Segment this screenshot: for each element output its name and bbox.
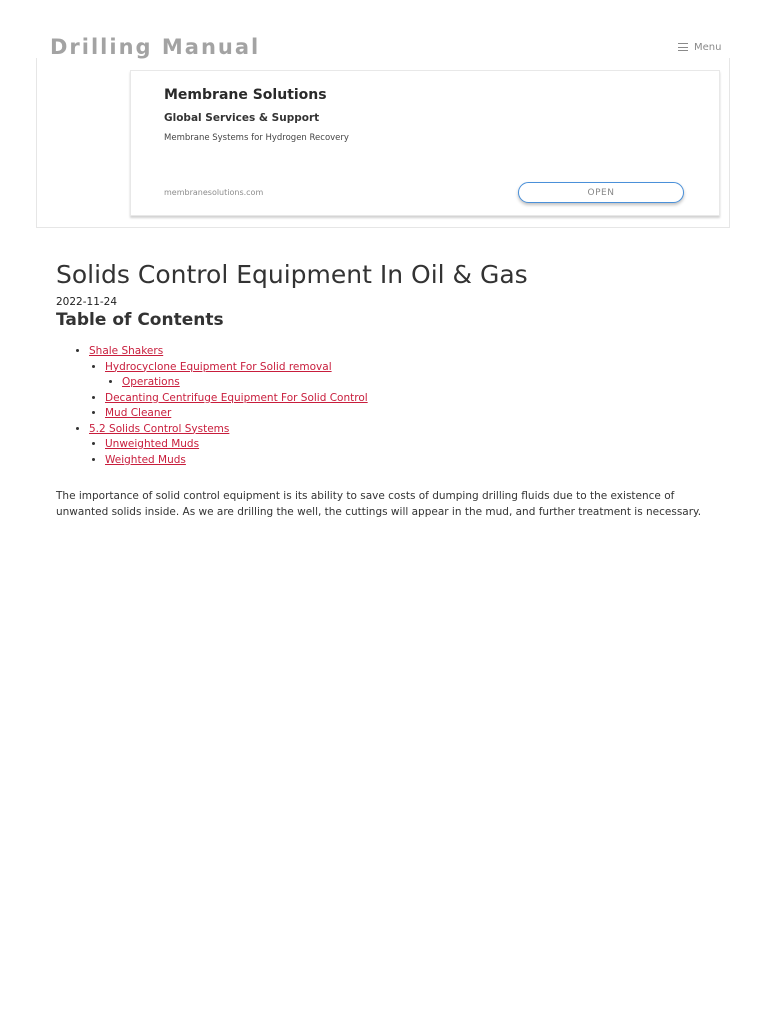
toc-item	[122, 375, 368, 391]
page-title: Solids Control Equipment In Oil & Gas	[56, 260, 528, 289]
post-date: 2022-11-24	[56, 296, 118, 308]
toc-link-hydrocyclone[interactable]: Hydrocyclone Equipment For Solid removal	[105, 360, 332, 373]
site-header	[0, 0, 768, 60]
toc-link-operations[interactable]: Operations	[122, 376, 180, 388]
toc-link-decanting-centrifuge[interactable]: Decanting Centrifuge Equipment For Solid Control	[105, 391, 368, 404]
hamburger-menu-icon	[678, 43, 688, 51]
toc-link-shale-shakers[interactable]: Shale Shakers	[89, 345, 164, 357]
toc-heading: Table of Contents	[56, 310, 224, 330]
ad-container	[36, 58, 730, 228]
toc-item	[105, 453, 368, 469]
menu-button[interactable]	[678, 40, 721, 54]
toc-link-weighted-muds[interactable]: Weighted Muds	[105, 453, 186, 466]
ad-open-button[interactable]: OPEN	[518, 182, 684, 203]
ad-title[interactable]: Membrane Solutions	[164, 87, 327, 103]
toc-item	[105, 391, 368, 407]
ad-description: Membrane Systems for Hydrogen Recovery	[164, 133, 349, 143]
toc-link-mud-cleaner[interactable]: Mud Cleaner	[105, 407, 172, 419]
toc-item	[89, 422, 368, 438]
toc-item	[105, 406, 368, 422]
ad-subtitle: Global Services & Support	[164, 112, 320, 124]
toc-link-unweighted-muds[interactable]: Unweighted Muds	[105, 438, 200, 450]
toc-item	[105, 437, 368, 453]
menu-label: Menu	[694, 41, 722, 53]
article-paragraph: The importance of solid control equipment is its ability to save costs of dumping drilling fluids due to the existence of unwanted solids inside. As we are drilling the well, the cuttings will appear in the mud, and further treatment is necessary.	[56, 490, 702, 518]
article	[56, 258, 716, 518]
ad-card[interactable]	[130, 70, 720, 216]
toc-link-solids-control-systems[interactable]: 5.2 Solids Control Systems	[89, 422, 230, 435]
toc-item	[105, 360, 368, 376]
ad-url[interactable]: membranesolutions.com	[164, 188, 264, 197]
toc-item	[89, 344, 368, 360]
table-of-contents	[56, 344, 368, 468]
site-title[interactable]: Drilling Manual	[50, 35, 261, 59]
